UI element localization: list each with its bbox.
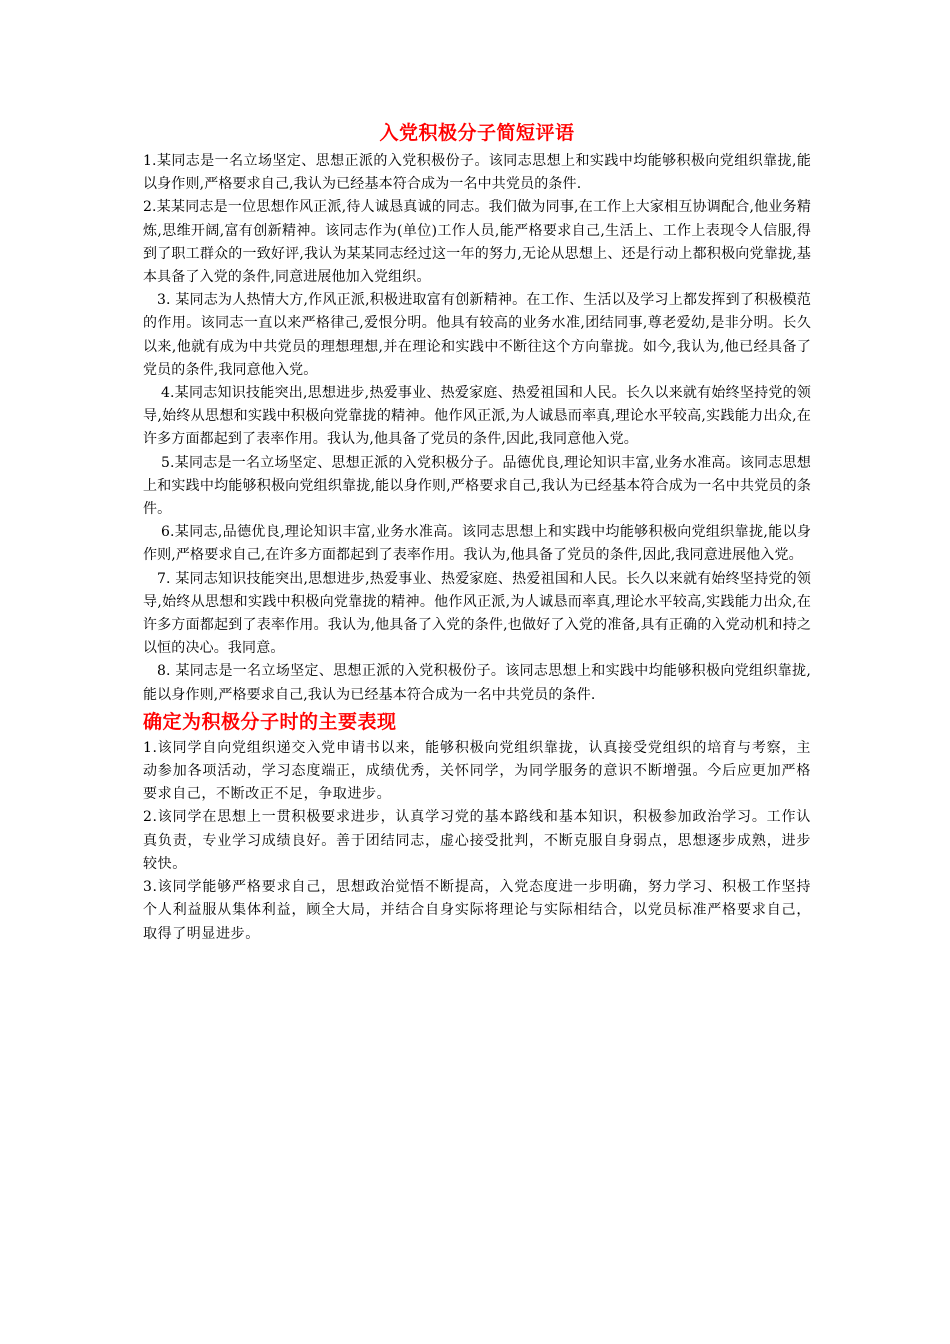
- comment-paragraph-2: 2.某某同志是一位思想作风正派,待人诚恳真诚的同志。我们做为同事,在工作上大家相互协调配合,他业务精炼,思维开阔,富有创新精神。该同志作为(单位)工作人员,能严格要求自己,生活上、工作上表现令人信服,得到了职工群众的一致好评,我认为某某同志经过这一年的努力,无论从思想上、还是行动上都积极向党靠拢,基本具备了入党的条件,同意进展他加入党组织。: [143, 199, 811, 286]
- performance-paragraph-3: 3.该同学能够严格要求自己，思想政治觉悟不断提高，入党态度进一步明确，努力学习、积极工作坚持个人利益服从集体利益，顾全大局，并结合自身实际将理论与实际相结合，以党员标准严格要求自己，取得了明显进步。: [143, 879, 811, 942]
- comment-paragraph-6: 6.某同志,品德优良,理论知识丰富,业务水准高。该同志思想上和实践中均能够积极向党组织靠拢,能以身作则,严格要求自己,在许多方面都起到了表率作用。我认为,他具备了党员的条件,因此,我同意进展他入党。: [143, 524, 811, 564]
- document-page: [143, 118, 811, 946]
- comment-paragraph-7: 7. 某同志知识技能突出,思想进步,热爱事业、热爱家庭、热爱祖国和人民。长久以来就有始终坚持党的领导,始终从思想和实践中积极向党靠拢的精神。他作风正派,为人诚恳而率真,理论水平较高,实践能力出众,在许多方面都起到了表率作用。我认为,他具备了入党的条件,也做好了入党的准备,具有正确的入党动机和持之以恒的决心。我同意。: [143, 570, 811, 657]
- comments-section: [143, 150, 811, 707]
- section-heading: 确定为积极分子时的主要表现: [143, 710, 397, 733]
- comment-paragraph-5: 5.某同志是一名立场坚定、思想正派的入党积极分子。品德优良,理论知识丰富,业务水准高。该同志思想上和实践中均能够积极向党组织靠拢,能以身作则,严格要求自己,我认为已经基本符合成为一名中共党员的条件。: [143, 454, 811, 518]
- performance-paragraph-1: 1.该同学自向党组织递交入党申请书以来，能够积极向党组织靠拢，认真接受党组织的培育与考察，主动参加各项活动，学习态度端正，成绩优秀，关怀同学，为同学服务的意识不断增强。今后应更加严格要求自己，不断改正不足，争取进步。: [143, 739, 811, 803]
- performance-section: [143, 707, 811, 946]
- document-title: 入党积极分子简短评语: [379, 122, 575, 144]
- comment-paragraph-4: 4.某同志知识技能突出,思想进步,热爱事业、热爱家庭、热爱祖国和人民。长久以来就有始终坚持党的领导,始终从思想和实践中积极向党靠拢的精神。他作风正派,为人诚恳而率真,理论水平较高,实践能力出众,在许多方面都起到了表率作用。我认为,他具备了党员的条件,因此,我同意他入党。: [143, 385, 811, 448]
- performance-paragraph-2: 2.该同学在思想上一贯积极要求进步，认真学习党的基本路线和基本知识，积极参加政治学习。工作认真负责，专业学习成绩良好。善于团结同志，虚心接受批判，不断克服自身弱点，思想逐步成熟，进步较快。: [143, 809, 811, 872]
- comment-paragraph-1: 1.某同志是一名立场坚定、思想正派的入党积极份子。该同志思想上和实践中均能够积极向党组织靠拢,能以身作则,严格要求自己,我认为已经基本符合成为一名中共党员的条件.: [143, 153, 811, 193]
- comment-paragraph-8: 8. 某同志是一名立场坚定、思想正派的入党积极份子。该同志思想上和实践中均能够积极向党组织靠拢,能以身作则,严格要求自己,我认为已经基本符合成为一名中共党员的条件.: [143, 663, 811, 703]
- comment-paragraph-3: 3. 某同志为人热情大方,作风正派,积极进取富有创新精神。在工作、生活以及学习上都发挥到了积极模范的作用。该同志一直以来严格律己,爱恨分明。他具有较高的业务水准,团结同事,尊老爱幼,是非分明。长久以来,他就有成为中共党员的理想理想,并在理论和实践中不断往这个方向靠拢。如今,我认为,他已经具备了党员的条件,我同意他入党。: [143, 292, 811, 378]
